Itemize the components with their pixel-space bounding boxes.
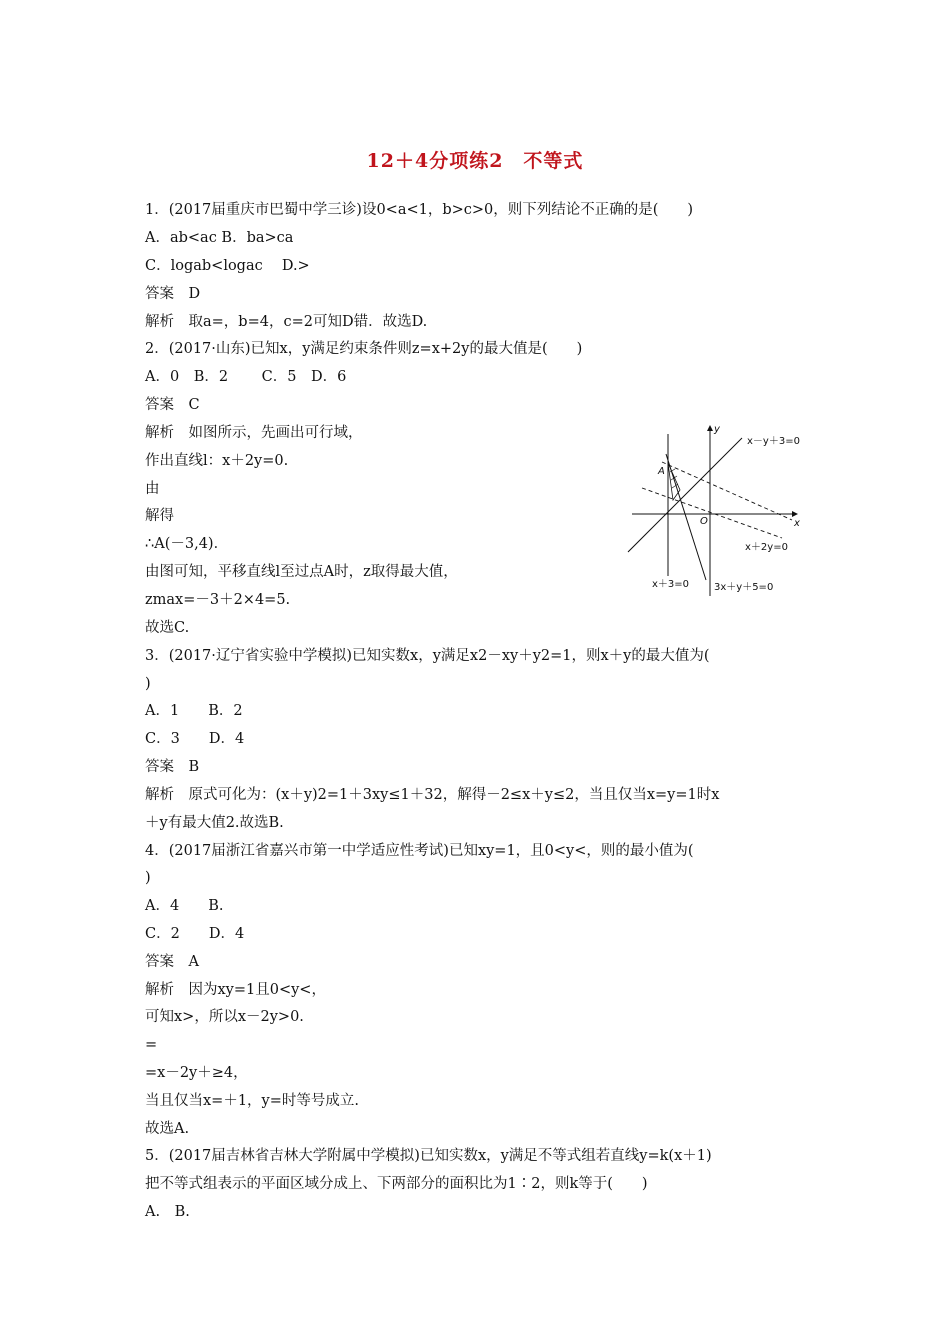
y-axis-label: y (714, 424, 720, 435)
text-line: ) (145, 676, 151, 692)
text-line: 答案 B (145, 759, 200, 775)
point-a-label: A (658, 466, 665, 477)
line-parallel (662, 462, 792, 520)
text-line: ) (145, 870, 151, 886)
text-line: 可知x>，所以x－2y>0. (145, 1009, 304, 1025)
text-line: 4．(2017届浙江省嘉兴市第一中学适应性考试)已知xy=1，且0<y<，则的最小值为( (145, 843, 694, 859)
text-line: 由 (145, 481, 160, 497)
text-line: ∴A(－3,4)． (145, 536, 229, 552)
label-line4: 3x＋y＋5=0 (714, 582, 774, 593)
text-line: 5．(2017届吉林省吉林大学附属中学模拟)已知实数x，y满足不等式组若直线y=k(x＋1) (145, 1148, 712, 1164)
page-title: 12＋4分项练2 不等式 (366, 150, 584, 172)
text-line: A．0 B．2 C．5 D．6 (145, 369, 347, 385)
text-line: 解析 原式可化为：(x＋y)2=1＋3xy≤1＋32，解得－2≤x＋y≤2，当且仅当x=y=1时x (145, 787, 720, 803)
text-line: 1．(2017届重庆市巴蜀中学三诊)设0<a<1，b>c>0，则下列结论不正确的是( ) (145, 202, 694, 218)
y-axis-arrow (707, 425, 713, 431)
text-line: 2．(2017·山东)已知x，y满足约束条件则z=x+2y的最大值是( ) (145, 341, 583, 357)
text-line: C．2 D．4 (145, 926, 245, 942)
label-line1: x－y＋3=0 (747, 436, 800, 447)
text-line: 解析 因为xy=1且0<y<， (145, 982, 326, 998)
text-line: A. B. (145, 1204, 190, 1220)
text-line: =x－2y＋≥4， (145, 1065, 248, 1081)
text-line: C．3 D．4 (145, 731, 245, 747)
x-axis-label: x (794, 518, 800, 529)
text-line: 故选C. (145, 620, 190, 636)
text-line: C．logab<logac D.> (145, 258, 310, 274)
label-line3: x＋3=0 (652, 579, 690, 590)
text-line: 作出直线l：x＋2y=0. (145, 453, 289, 469)
text-line: A．4 B. (145, 898, 224, 914)
x-axis-arrow (792, 511, 798, 517)
feasible-region-graph (622, 420, 812, 600)
origin-label: O (700, 516, 708, 527)
line-x-y-3 (628, 438, 742, 552)
text-line: 解析 取a=，b=4，c=2可知D错．故选D. (145, 314, 428, 330)
text-line: A．1 B．2 (145, 703, 243, 719)
label-line2: x＋2y=0 (745, 542, 788, 553)
text-line: 当且仅当x=＋1，y=时等号成立. (145, 1093, 360, 1109)
text-line: 故选A. (145, 1121, 190, 1137)
text-line: zmax=－3＋2×4=5. (145, 592, 291, 608)
text-line: 把不等式组表示的平面区域分成上、下两部分的面积比为1∶2，则k等于( ) (145, 1176, 648, 1192)
line-x-2y (642, 488, 782, 538)
text-line: 答案 A (145, 954, 199, 970)
text-line: 解得 (145, 508, 174, 524)
text-line: 答案 C (145, 397, 200, 413)
text-line: A．ab<ac B．ba>ca (145, 230, 294, 246)
feasible-region (668, 463, 680, 500)
text-line: ＋y有最大值2.故选B. (145, 815, 284, 831)
text-line: 解析 如图所示，先画出可行域， (145, 425, 363, 441)
text-line: 3．(2017·辽宁省实验中学模拟)已知实数x，y满足x2－xy＋y2=1，则x＋y的最大值为( (145, 648, 710, 664)
text-line: 由图可知，平移直线l至过点A时，z取得最大值， (145, 564, 458, 580)
text-line: = (145, 1037, 158, 1053)
text-line: 答案 D (145, 286, 201, 302)
